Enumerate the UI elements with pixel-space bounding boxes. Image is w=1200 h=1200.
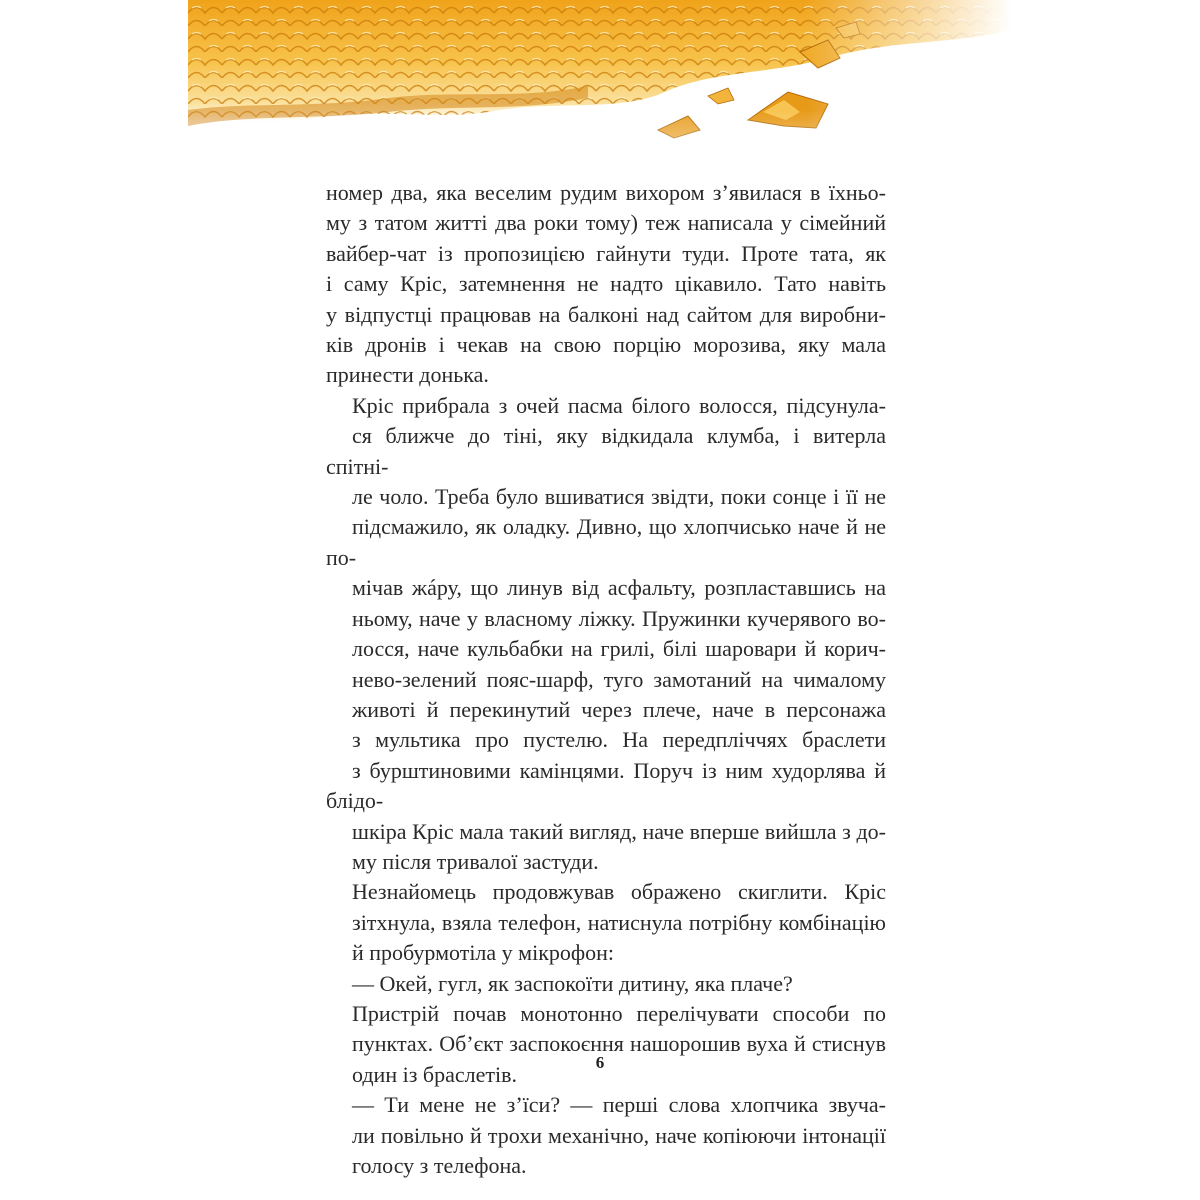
text-line: Незнайомець продовжував ображено скиглити. Кріс <box>352 879 886 905</box>
paragraph-2 <box>326 391 886 878</box>
body-text <box>326 178 886 1181</box>
text-line: ле чоло. Треба було вшиватися звідти, поки сонце і її не <box>352 484 886 510</box>
text-line: й пробурмотіла у мікрофон: <box>352 940 615 966</box>
text-line: Пристрій почав монотонно перелічувати способи по <box>352 1000 886 1026</box>
text-line: у відпустці працював на балконі над сайтом для виробни- <box>326 301 886 327</box>
text-line: вайбер-чат із пропозицією гайнути туди. Проте тата, як <box>326 240 886 266</box>
text-line: нево-зелений пояс-шарф, туго замотаний на чималому <box>352 666 886 692</box>
text-line: ньому, наче у власному ліжку. Пружинки кучерявого во- <box>352 605 886 631</box>
text-line: ків дронів і чекав на свою порцію морозива, яку мала <box>326 332 886 358</box>
text-line: мічав жáру, що линув від асфальту, розпластавшись на <box>352 575 886 601</box>
amber-dragon-scales-illustration <box>188 0 1012 200</box>
book-page <box>188 0 1012 1200</box>
text-line: пунктах. Об’єкт заспокоєння нашорошив вуха й стиснув <box>352 1031 886 1057</box>
paragraph-5 <box>326 999 886 1090</box>
paragraph-3 <box>326 877 886 968</box>
text-line: з мультика про пустелю. На передпліччях браслети <box>352 727 886 753</box>
text-line: ли повільно й трохи механічно, наче копіюючи інтонації <box>352 1122 886 1148</box>
text-line: ся ближче до тіні, яку відкидала клумба, і витерла спітні- <box>326 423 886 479</box>
page-number: 6 <box>595 1053 605 1072</box>
paragraph-4-dialogue <box>326 969 886 999</box>
text-line: — Окей, гугл, як заспокоїти дитину, яка плаче? <box>352 970 793 996</box>
text-line: Кріс прибрала з очей пасма білого волосся, підсунула- <box>352 392 886 418</box>
text-line: голосу з телефона. <box>352 1153 527 1178</box>
paragraph-1 <box>326 178 886 391</box>
text-line: принести донька. <box>326 362 489 388</box>
text-line: підсмажило, як оладку. Дивно, що хлопчисько наче й не по- <box>326 514 886 570</box>
text-line: му після тривалої застуди. <box>352 848 599 874</box>
text-line: — Ти мене не з’їси? — перші слова хлопчика звуча- <box>352 1092 886 1118</box>
text-line: лосся, наче кульбабки на грилі, білі шаровари й корич- <box>352 636 886 662</box>
text-line: шкіра Кріс мала такий вигляд, наче вперше вийшла з до- <box>352 818 886 844</box>
text-line: зітхнула, взяла телефон, натиснула потрібну комбінацію <box>352 909 886 935</box>
text-line: му з татом житті два роки тому) теж написала у сімейний <box>326 210 886 236</box>
paragraph-6-dialogue <box>326 1090 886 1181</box>
text-line: один із браслетів. <box>352 1061 517 1087</box>
text-line: з бурштиновими камінцями. Поруч із ним худорлява й блідо- <box>326 757 886 814</box>
text-line: животі й перекинутий через плече, наче в персонажа <box>352 696 886 722</box>
text-line: номер два, яка веселим рудим вихором з’явилася в їхньо- <box>326 180 886 205</box>
text-line: і саму Кріс, затемнення не надто цікавило. Тато навіть <box>326 271 886 297</box>
